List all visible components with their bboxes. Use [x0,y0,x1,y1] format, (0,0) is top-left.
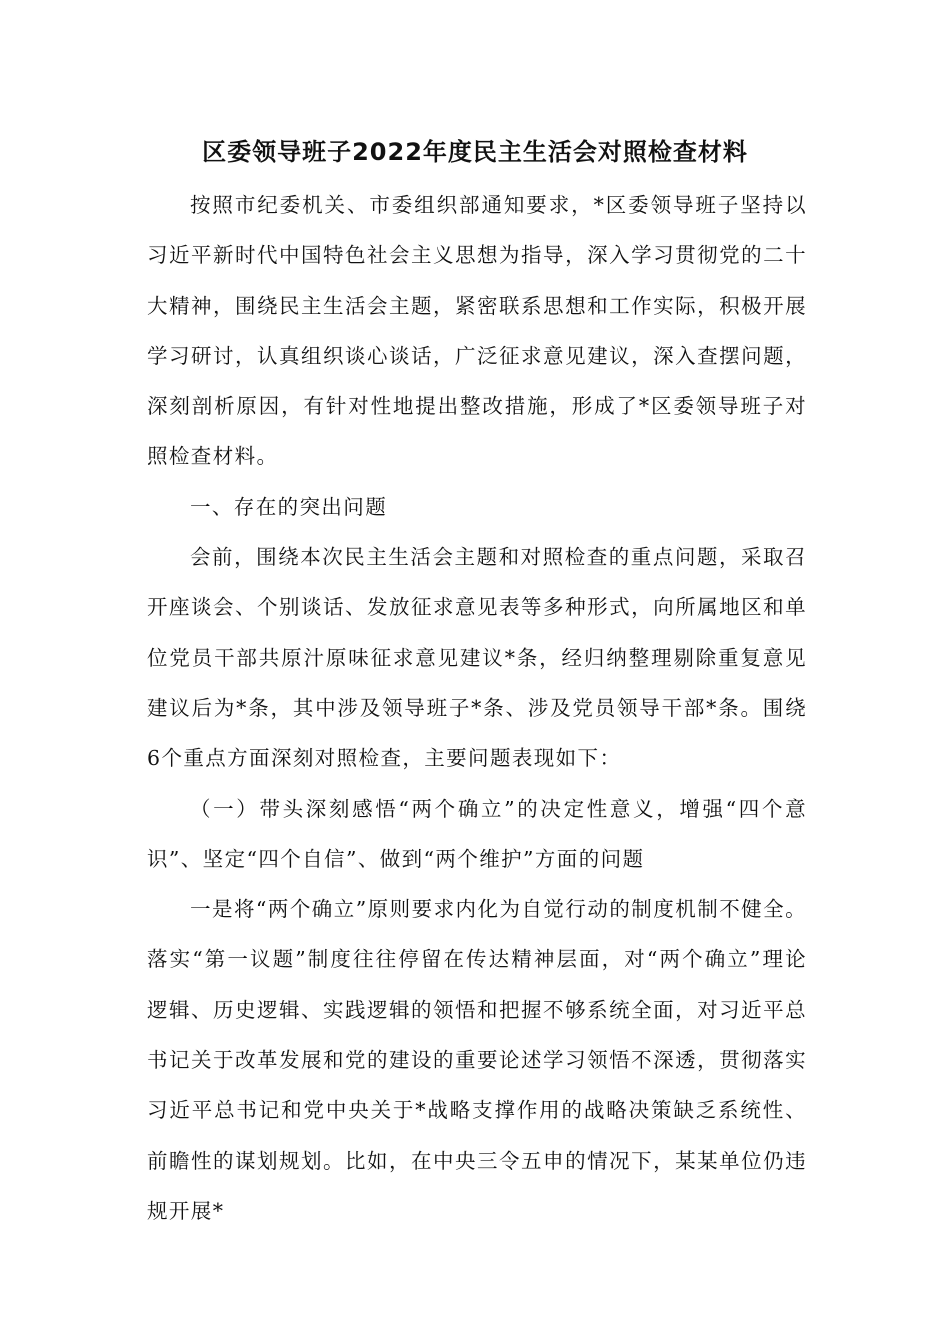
intro-paragraph: 按照市纪委机关、市委组织部通知要求，*区委领导班子坚持以习近平新时代中国特色社会主义思想为指导，深入学习贯彻党的二十大精神，围绕民主生活会主题，紧密联系思想和工作实际，积极开展学习研讨，认真组织谈心谈话，广泛征求意见建议，深入查摆问题，深刻剖析原因，有针对性地提出整改措施，形成了*区委领导班子对照检查材料。 [147,193,807,469]
section-heading: 一、存在的突出问题 [190,494,388,519]
document-body [147,180,807,1236]
problem-one-paragraph: 一是将“两个确立”原则要求内化为自觉行动的制度机制不健全。落实“第一议题”制度往往停留在传达精神层面，对“两个确立”理论逻辑、历史逻辑、实践逻辑的领悟和把握不够系统全面，对习近平总书记关于改革发展和党的建设的重要论述学习领悟不深透，贯彻落实习近平总书记和党中央关于*战略支撑作用的战略决策缺乏系统性、前瞻性的谋划规划。比如，在中央三令五申的情况下，某某单位仍违规开展* [147,897,807,1223]
document-title: 区委领导班子2022年度民主生活会对照检查材料 [202,138,748,166]
problems-overview-paragraph: 会前，围绕本次民主生活会主题和对照检查的重点问题，采取召开座谈会、个别谈话、发放征求意见表等多种形式，向所属地区和单位党员干部共原汁原味征求意见建议*条，经归纳整理剔除重复意见建议后为*条，其中涉及领导班子*条、涉及党员领导干部*条。围绕6个重点方面深刻对照检查，主要问题表现如下： [147,545,807,771]
subsection-heading: （一）带头深刻感悟“两个确立”的决定性意义，增强“四个意识”、坚定“四个自信”、做到“两个维护”方面的问题 [147,796,807,871]
